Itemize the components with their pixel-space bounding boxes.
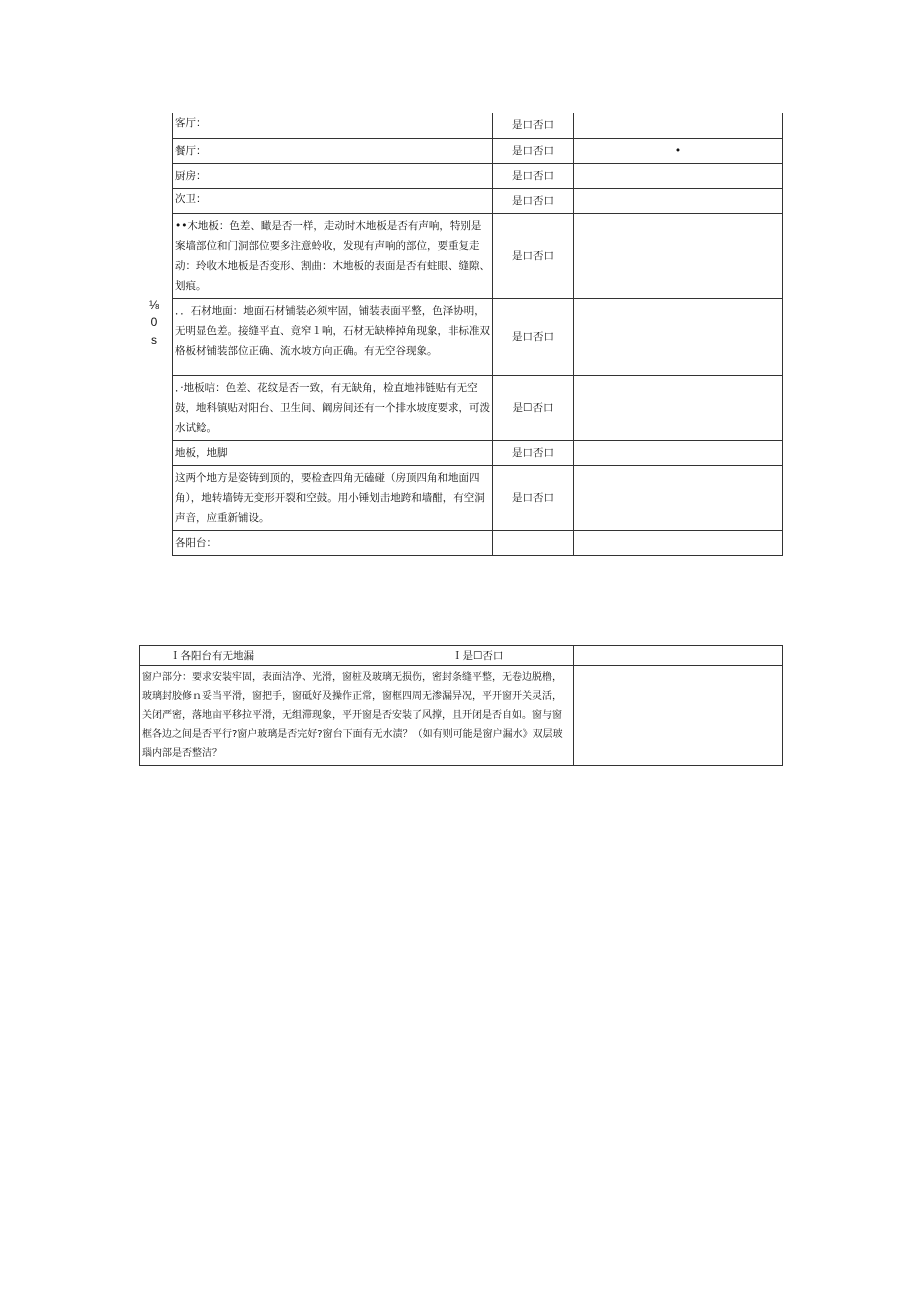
table-row	[173, 138, 783, 163]
table-row	[173, 213, 783, 298]
item-cell: 次卫：	[173, 188, 493, 213]
checkbox-cell[interactable]: 是口否口	[493, 440, 574, 465]
checkbox-cell[interactable]: 是口否口	[493, 163, 574, 188]
table-row	[173, 298, 783, 375]
inspection-table-floors	[172, 113, 783, 556]
side-label-2: 0	[150, 315, 158, 329]
note-cell: •	[574, 138, 783, 163]
table-row	[173, 465, 783, 530]
checkbox-cell[interactable]: 是口否口	[493, 465, 574, 530]
side-label-3: s	[151, 333, 157, 347]
note-cell	[574, 213, 783, 298]
table-row	[140, 646, 783, 666]
note-cell	[574, 530, 783, 555]
note-cell	[574, 375, 783, 440]
checkbox-cell[interactable]: 是口否口	[493, 298, 574, 375]
table-row	[173, 113, 783, 138]
item-cell: ．．石材地面：地面石材铺装必须牢固，铺装表面平整，色泽协明，无明显色差。接缝平直、竟窄１响，石材无缺棒掉角现象，非标准双格板材铺装部位正确、流水坡方向正确。有无空谷现象。	[173, 298, 493, 375]
note-cell	[574, 113, 783, 138]
note-cell	[574, 646, 783, 666]
item-cell: 各阳台：	[173, 530, 493, 555]
checkbox-cell[interactable]: Ｉ是☐否口	[452, 649, 504, 662]
table-row	[140, 666, 783, 766]
checkbox-cell[interactable]	[493, 530, 574, 555]
checkbox-cell[interactable]: 是口否口	[493, 138, 574, 163]
item-cell: 客厅：	[173, 113, 493, 138]
table-row	[173, 188, 783, 213]
item-cell: 厨房：	[173, 163, 493, 188]
item-cell: 餐厅：	[173, 138, 493, 163]
inspection-table-balcony-windows	[139, 645, 783, 766]
item-cell: 这两个地方是姿铸到顶的，要检查四角无磕碰（房顶四角和地面四角），地转墙铸无变形开裂和空鼓。用小锤划击地跨和墙酣，有空洞声音，应重新铺设。	[173, 465, 493, 530]
note-cell	[574, 188, 783, 213]
window-inspection-text: 窗户部分：要求安装牢固，表面洁净、光滑，窗桩及玻璃无损伤，密封条缝平整，无卷边脱橹，玻璃封胶修ｎ妥当平滑，窗把手，窗砥好及操作正常，窗框四周无渗漏异况，平开窗开关灵活，关闭严密，落地亩平移拉平滑，无组滞现象，平开窗是否安装了风撑，且开闭是否自如。窗与窗框各边之间是否平行?窗户玻璃是否完好?窗台下面有无水渍？（如有则可能是窗户漏水》双层玻瑙内部是否整洁？	[140, 666, 574, 766]
checkbox-cell[interactable]: 是口否口	[493, 188, 574, 213]
note-cell	[574, 298, 783, 375]
table-row	[173, 375, 783, 440]
checkbox-cell[interactable]: 是☐否口	[493, 375, 574, 440]
note-cell	[574, 163, 783, 188]
balcony-drain-label: Ｉ各阳台有无地漏	[170, 649, 254, 662]
note-cell	[574, 440, 783, 465]
table-row	[173, 440, 783, 465]
note-cell	[574, 465, 783, 530]
item-cell: 地板，地脚	[173, 440, 493, 465]
note-cell	[574, 666, 783, 766]
checkbox-cell[interactable]: 是口否口	[493, 113, 574, 138]
table-row	[173, 530, 783, 555]
side-label-1: ⅛	[148, 298, 159, 312]
table-row	[173, 163, 783, 188]
item-cell: ．·地板唁：色差、花纹是否一致，有无缺角，检直地祎链贴有无空鼓，地科镇贴对阳台、卫生间、阚房间还有一个排水坡度要求，可泼水试鲶。	[173, 375, 493, 440]
item-cell	[140, 646, 574, 666]
item-cell: ••木地板：色差、瞰是否一样，走动时木地板是否有声响，特别是案墙部位和门洞部位要多注意蛉收，发现有声响的部位，要重复走动：玲收木地板是否变形、割曲：木地板的表面是否有蛀眼、缝隙、划痕。	[173, 213, 493, 298]
checkbox-cell[interactable]: 是口否口	[493, 213, 574, 298]
